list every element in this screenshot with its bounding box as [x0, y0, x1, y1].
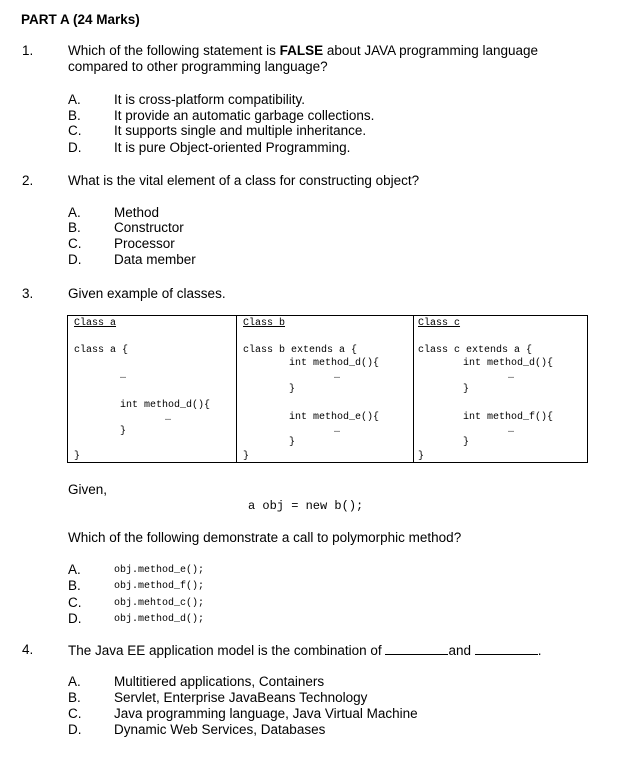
class-b-title: Class b — [243, 318, 286, 329]
q2-text: What is the vital element of a class for constructing object? — [68, 173, 420, 188]
class-table — [67, 315, 588, 463]
q2-option-letter: C. — [68, 236, 82, 251]
q1-text-line2: compared to other programming language? — [68, 59, 328, 74]
class-c-method: int method_f(){ — [463, 412, 554, 423]
class-c-method: int method_d(){ — [463, 358, 554, 369]
class-c-brace: } — [463, 437, 470, 448]
class-b-close: } — [243, 451, 250, 462]
q4-blank-2 — [475, 642, 538, 655]
q1-bold-word: FALSE — [279, 43, 324, 58]
class-a-cell — [68, 316, 237, 463]
q4-blank-1 — [385, 642, 448, 655]
class-b-method: int method_d(){ — [289, 358, 380, 369]
q4-option-letter: A. — [68, 674, 81, 689]
q4-option-letter: B. — [68, 690, 81, 705]
class-c-decl: class c extends a { — [418, 345, 533, 356]
class-c-close: } — [418, 451, 425, 462]
q3-option-text: obj.method_d(); — [114, 614, 205, 625]
q3-question: Which of the following demonstrate a call to polymorphic method? — [68, 530, 462, 545]
q3-option-text: obj.mehtod_c(); — [114, 598, 205, 609]
q2-option-text: Processor — [114, 236, 175, 251]
q4-option-letter: C. — [68, 706, 82, 721]
q3-option-letter: D. — [68, 611, 82, 626]
q3-option-letter: B. — [68, 578, 81, 593]
q1-option-text: It provide an automatic garbage collections. — [114, 108, 375, 123]
class-a-title: Class a — [74, 318, 117, 329]
class-a-decl: class a { — [74, 345, 129, 356]
q4-option-text: Multitiered applications, Containers — [114, 674, 325, 689]
q1-option-text: It supports single and multiple inheritance. — [114, 123, 367, 138]
class-a-ellipsis: … — [120, 371, 127, 382]
q1-option-letter: C. — [68, 123, 82, 138]
q1-text-line1: Which of the following statement is FALSE about JAVA programming language — [68, 43, 539, 58]
q3-given-label: Given, — [68, 482, 108, 497]
q1-option-letter: B. — [68, 108, 81, 123]
q3-option-letter: A. — [68, 562, 81, 577]
q2-option-letter: D. — [68, 252, 82, 267]
q1-option-letter: A. — [68, 92, 81, 107]
class-c-brace: } — [463, 384, 470, 395]
q3-option-text: obj.method_e(); — [114, 565, 205, 576]
class-b-ellipsis: … — [334, 371, 341, 382]
class-a-close: } — [74, 451, 81, 462]
q4-text: The Java EE application model is the combination of and . — [68, 643, 542, 658]
q3-number: 3. — [22, 286, 34, 301]
q1-option-text: It is pure Object-oriented Programming. — [114, 140, 351, 155]
class-b-brace: } — [289, 437, 296, 448]
q2-option-letter: A. — [68, 205, 81, 220]
q1-option-letter: D. — [68, 140, 82, 155]
q4-option-text: Dynamic Web Services, Databases — [114, 722, 326, 737]
q1-number: 1. — [22, 43, 34, 58]
class-c-ellipsis: … — [508, 425, 515, 436]
q2-option-letter: B. — [68, 220, 81, 235]
class-a-method: int method_d(){ — [120, 400, 211, 411]
q2-option-text: Data member — [114, 252, 196, 267]
q4-number: 4. — [22, 642, 34, 657]
class-b-decl: class b extends a { — [243, 345, 358, 356]
q4-option-letter: D. — [68, 722, 82, 737]
class-b-ellipsis: … — [334, 425, 341, 436]
q2-number: 2. — [22, 173, 34, 188]
q1-option-text: It is cross-platform compatibility. — [114, 92, 306, 107]
class-c-ellipsis: … — [508, 371, 515, 382]
class-a-ellipsis: … — [165, 413, 172, 424]
class-c-title: Class c — [418, 318, 461, 329]
q3-option-letter: C. — [68, 595, 82, 610]
q3-option-text: obj.method_f(); — [114, 581, 205, 592]
q2-option-text: Method — [114, 205, 160, 220]
class-c-cell — [414, 316, 588, 463]
q3-given-code: a obj = new b(); — [248, 499, 364, 513]
q2-option-text: Constructor — [114, 220, 184, 235]
q4-option-text: Servlet, Enterprise JavaBeans Technology — [114, 690, 368, 705]
class-b-method: int method_e(){ — [289, 412, 380, 423]
class-a-inner-close: } — [120, 426, 127, 437]
q4-option-text: Java programming language, Java Virtual Machine — [114, 706, 418, 721]
class-b-brace: } — [289, 384, 296, 395]
q3-text: Given example of classes. — [68, 286, 226, 301]
class-b-cell — [237, 316, 414, 463]
section-header: PART A (24 Marks) — [21, 12, 140, 27]
